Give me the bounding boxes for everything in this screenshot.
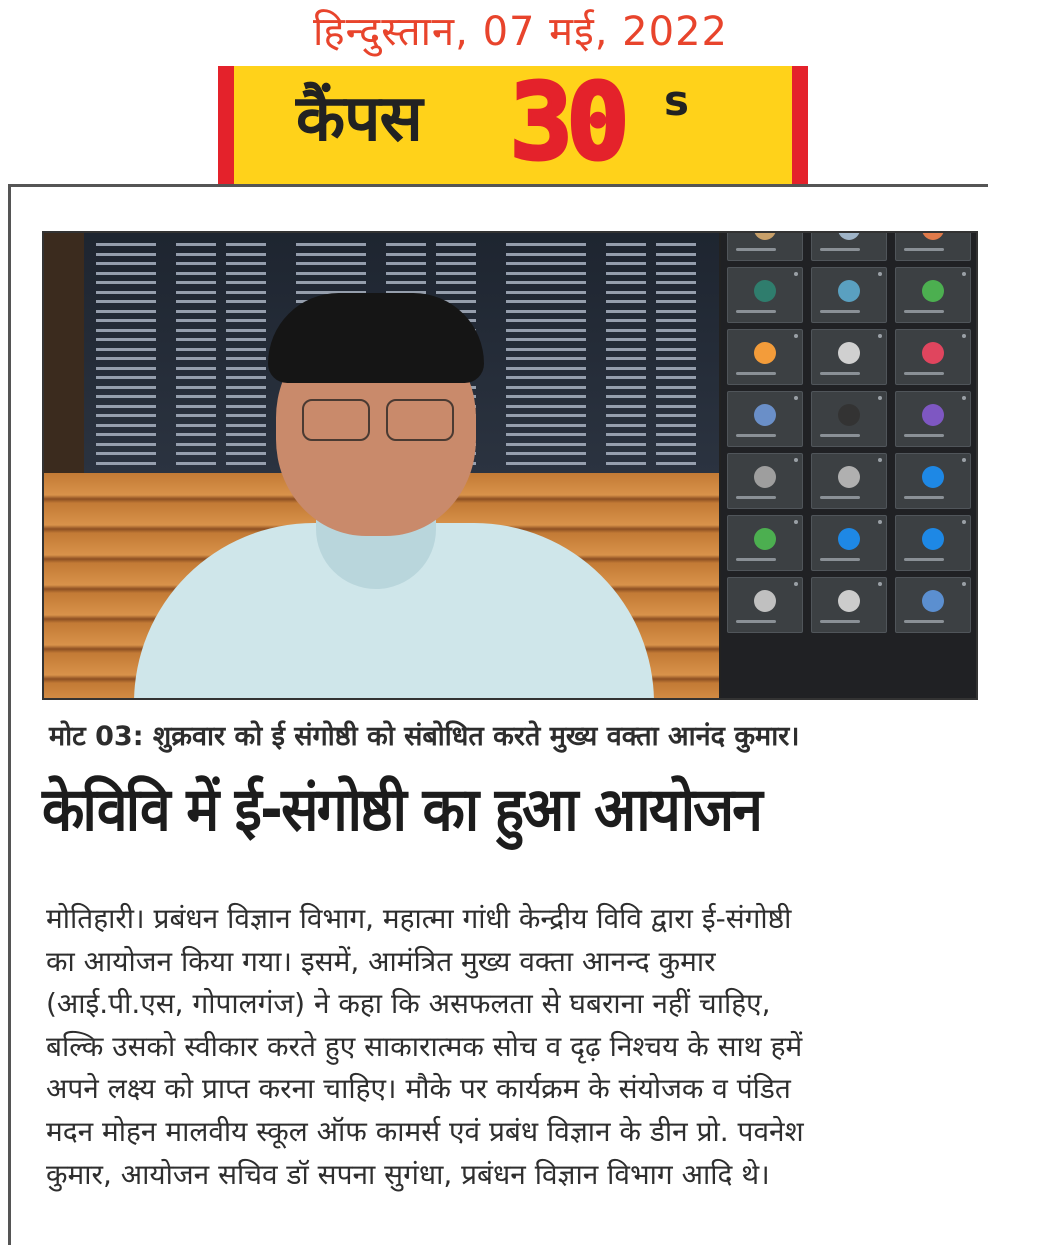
mic-icon [962,520,966,524]
participant-avatar-icon [754,466,776,488]
participant-name-bar [820,372,860,375]
participant-avatar-icon [838,466,860,488]
participant-avatar-icon [838,231,860,240]
mic-icon [794,582,798,586]
body-line: मदन मोहन मालवीय स्कूल ऑफ कामर्स एवं प्रबंध विज्ञान के डीन प्रो. पवनेश [46,1114,804,1148]
masthead-right-edge [792,66,808,184]
mic-icon [878,396,882,400]
participant-avatar-icon [838,590,860,612]
participant-tile [727,329,803,385]
body-line: का आयोजन किया गया। इसमें, आमंत्रित मुख्य वक्ता आनन्द कुमार [46,944,716,978]
participant-tile [727,267,803,323]
participant-avatar-icon [922,342,944,364]
headline: केविवि में ई-संगोष्ठी का हुआ आयोजन [42,775,762,845]
participant-name-bar [904,248,944,251]
mic-icon [794,458,798,462]
speaker-video [44,233,719,698]
participant-name-bar [736,434,776,437]
body-line: मोतिहारी। प्रबंधन विज्ञान विभाग, महात्मा गांधी केन्द्रीय विवि द्वारा ई-संगोष्ठी [46,902,792,935]
mic-icon [794,396,798,400]
participant-name-bar [820,496,860,499]
participant-tile [727,231,803,261]
participant-tile [811,231,887,261]
participant-tile [811,267,887,323]
participant-tile [727,577,803,633]
participant-avatar-icon [754,590,776,612]
ledger-row [96,272,712,276]
mic-icon [962,396,966,400]
participant-name-bar [736,558,776,561]
mic-icon [962,458,966,462]
participant-tile [895,577,971,633]
participant-avatar-icon [838,404,860,426]
participant-tile [811,329,887,385]
participant-tile [895,329,971,385]
mic-icon [962,272,966,276]
participant-name-bar [904,434,944,437]
participant-avatar-icon [754,231,776,240]
mic-icon [794,520,798,524]
participant-tile [811,515,887,571]
participant-name-bar [904,558,944,561]
article-body [46,898,976,1196]
speaker-glasses [302,399,456,439]
masthead-left-edge [218,66,234,184]
participant-tile [895,453,971,509]
section-number: 30 [510,61,624,183]
mic-icon [878,520,882,524]
participant-name-bar [904,372,944,375]
participant-avatar-icon [754,404,776,426]
participant-name-bar [820,558,860,561]
speaker-hair [268,293,484,383]
participant-avatar-icon [838,280,860,302]
participant-tile [895,515,971,571]
participant-name-bar [820,248,860,251]
mic-icon [878,334,882,338]
participant-avatar-icon [922,590,944,612]
participant-name-bar [904,496,944,499]
participant-tile [895,231,971,261]
participant-name-bar [736,620,776,623]
participant-grid [721,233,976,698]
ledger-row [96,262,712,266]
ledger-row [96,243,712,247]
participant-tile [727,515,803,571]
participant-name-bar [736,248,776,251]
participant-name-bar [736,496,776,499]
participant-avatar-icon [838,342,860,364]
body-line: (आई.पी.एस, गोपालगंज) ने कहा कि असफलता से घबराना नहीं चाहिए, [46,987,771,1021]
participant-name-bar [820,620,860,623]
participant-avatar-icon [922,466,944,488]
participant-tile [727,391,803,447]
participant-tile [811,453,887,509]
mic-icon [962,334,966,338]
mic-icon [794,334,798,338]
participant-tile [811,391,887,447]
participant-avatar-icon [754,342,776,364]
participant-name-bar [904,620,944,623]
page-frame-left [8,184,11,1245]
body-line: कुमार, आयोजन सचिव डॉ सपना सुगंधा, प्रबंधन विज्ञान विभाग आदि थे। [46,1157,770,1191]
body-line: अपने लक्ष्य को प्राप्त करना चाहिए। मौके पर कार्यक्रम के संयोजक व पंडित [46,1072,791,1106]
participant-tile [895,267,971,323]
participant-tile [895,391,971,447]
ledger-row [96,253,712,257]
participant-tile [727,453,803,509]
participant-name-bar [820,434,860,437]
page-frame-top [8,184,988,187]
section-kicker: कैंपस [296,82,422,156]
participant-avatar-icon [922,231,944,240]
news-photo [42,231,978,700]
participant-avatar-icon [754,528,776,550]
section-number-suffix: s [664,76,689,125]
dateline: हिन्दुस्तान, 07 मई, 2022 [313,9,728,55]
participant-name-bar [736,372,776,375]
participant-avatar-icon [922,280,944,302]
mic-icon [878,458,882,462]
participant-name-bar [820,310,860,313]
participant-name-bar [736,310,776,313]
participant-avatar-icon [922,404,944,426]
participant-name-bar [904,310,944,313]
mic-icon [962,582,966,586]
mic-icon [878,272,882,276]
participant-tile [811,577,887,633]
mic-icon [878,582,882,586]
ledger-row [96,281,712,285]
mic-icon [794,272,798,276]
body-line: बल्कि उसको स्वीकार करते हुए साकारात्मक सोच व दृढ़ निश्चय के साथ हमें [46,1029,803,1063]
participant-avatar-icon [754,280,776,302]
participant-avatar-icon [922,528,944,550]
photo-caption: मोट 03: शुक्रवार को ई संगोष्ठी को संबोधित करते मुख्य वक्ता आनंद कुमार। [49,721,800,752]
participant-avatar-icon [838,528,860,550]
